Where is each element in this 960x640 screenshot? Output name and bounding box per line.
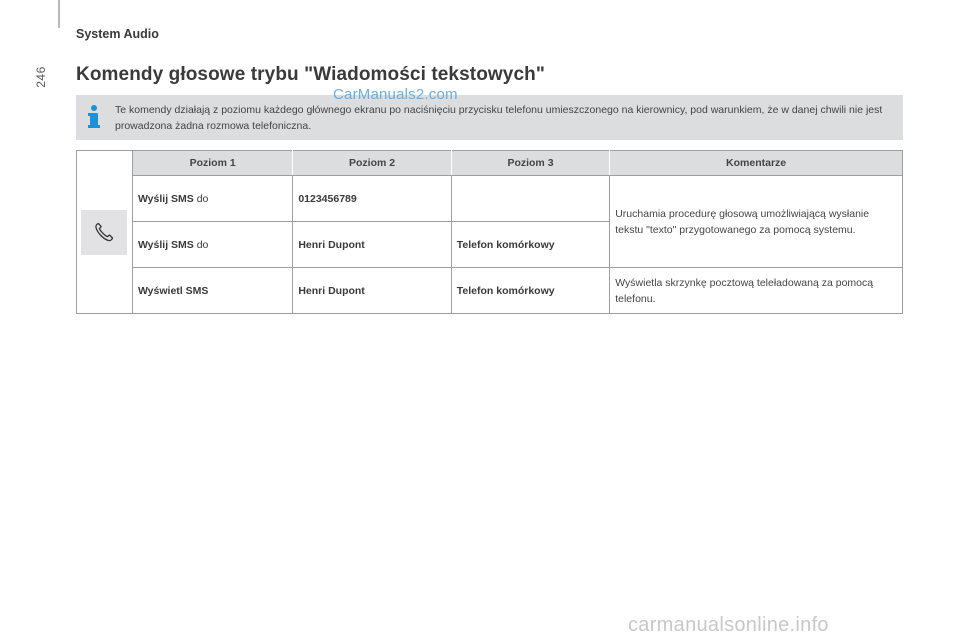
- header-level3: Poziom 3: [451, 151, 609, 176]
- row1-level3: [451, 176, 609, 222]
- row3-level1: Wyświetl SMS: [132, 268, 292, 314]
- phone-icon-cell: [77, 151, 133, 314]
- row3-level3: Telefon komórkowy: [451, 268, 609, 314]
- row1-level1: Wyślij SMS do: [132, 176, 292, 222]
- phone-icon-box: [81, 210, 127, 255]
- table-row: [77, 176, 903, 222]
- phone-icon: [92, 220, 116, 244]
- info-text: Te komendy działają z poziomu każdego głównego ekranu po naciśnięciu przycisku telefonu umieszczonego na kierownicy, pod warunkiem, że w danej chwili nie jest prowadzona żadna rozmowa telefoniczna.: [115, 104, 883, 132]
- header-level2: Poziom 2: [293, 151, 451, 176]
- table-row: [77, 268, 903, 314]
- row2-level2: Henri Dupont: [293, 222, 451, 268]
- watermark-bottom[interactable]: carmanualsonline.info: [628, 614, 829, 636]
- section-header: System Audio: [76, 27, 159, 41]
- row2-level1: Wyślij SMS do: [132, 222, 292, 268]
- comment-send-sms: Uruchamia procedurę głosową umożliwiającą wysłanie tekstu "texto" przygotowanego za pomocą systemu.: [610, 176, 903, 268]
- info-icon: [86, 104, 102, 130]
- watermark-top[interactable]: CarManuals2.com: [333, 86, 458, 103]
- page-title: Komendy głosowe trybu "Wiadomości tekstowych": [76, 64, 545, 85]
- page-number: 246: [33, 66, 48, 88]
- margin-line: [58, 0, 60, 28]
- header-level1: Poziom 1: [132, 151, 292, 176]
- info-box: [76, 95, 903, 140]
- row1-level2: 0123456789: [293, 176, 451, 222]
- header-comments: Komentarze: [610, 151, 903, 176]
- table-header-row: [77, 151, 903, 176]
- voice-commands-table: [76, 150, 903, 314]
- row2-level3: Telefon komórkowy: [451, 222, 609, 268]
- row3-level2: Henri Dupont: [293, 268, 451, 314]
- comment-display-sms: Wyświetla skrzynkę pocztową teleładowaną za pomocą telefonu.: [610, 268, 903, 314]
